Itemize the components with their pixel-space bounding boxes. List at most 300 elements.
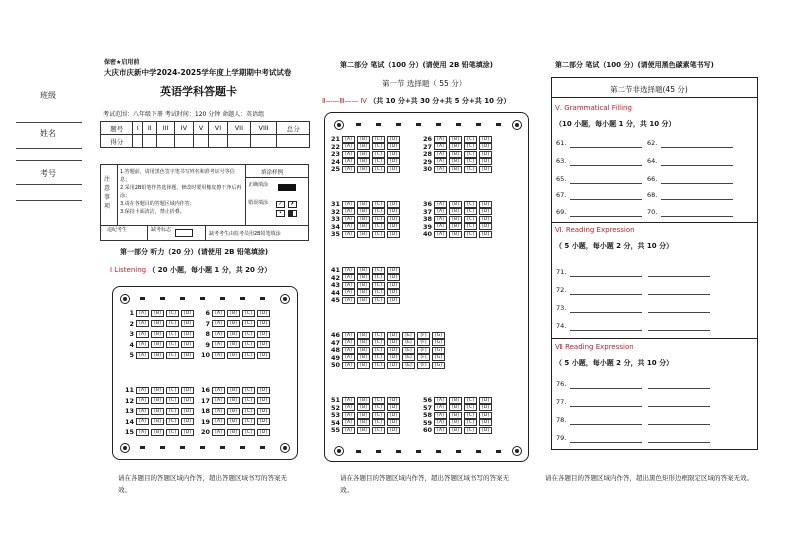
- answer-bubble[interactable]: [B]: [151, 397, 164, 404]
- answer-bubble[interactable]: [B]: [357, 404, 370, 411]
- answer-bubble[interactable]: [A]: [136, 418, 149, 425]
- answer-bubble[interactable]: [B]: [357, 143, 370, 150]
- answer-bubble[interactable]: [D]: [257, 352, 270, 359]
- answer-bubble[interactable]: [C]: [372, 412, 385, 419]
- answer-bubble[interactable]: [A]: [212, 387, 225, 394]
- answer-bubble[interactable]: [D]: [387, 136, 400, 143]
- answer-bubble[interactable]: [A]: [136, 352, 149, 359]
- answer-bubble[interactable]: [F]: [417, 354, 430, 361]
- answer-bubble[interactable]: [B]: [357, 136, 370, 143]
- score-cell[interactable]: [157, 135, 175, 148]
- answer-bubble[interactable]: [E]: [402, 339, 415, 346]
- answer-bubble[interactable]: [A]: [342, 201, 355, 208]
- answer-bubble[interactable]: [B]: [357, 289, 370, 296]
- answer-bubble[interactable]: [B]: [357, 427, 370, 434]
- answer-bubble[interactable]: [D]: [181, 429, 194, 436]
- answer-bubble[interactable]: [D]: [387, 151, 400, 158]
- answer-bubble[interactable]: [A]: [136, 429, 149, 436]
- answer-bubble[interactable]: [D]: [387, 143, 400, 150]
- answer-bubble[interactable]: [A]: [342, 166, 355, 173]
- answer-line[interactable]: [648, 312, 710, 313]
- answer-bubble[interactable]: [B]: [449, 231, 462, 238]
- answer-bubble[interactable]: [F]: [417, 332, 430, 339]
- answer-bubble[interactable]: [D]: [387, 339, 400, 346]
- answer-bubble[interactable]: [A]: [434, 397, 447, 404]
- answer-bubble[interactable]: [D]: [387, 282, 400, 289]
- answer-bubble[interactable]: [C]: [166, 320, 179, 327]
- answer-bubble[interactable]: [B]: [449, 412, 462, 419]
- answer-bubble[interactable]: [B]: [449, 216, 462, 223]
- answer-bubble[interactable]: [B]: [449, 143, 462, 150]
- answer-bubble[interactable]: [C]: [372, 397, 385, 404]
- answer-bubble[interactable]: [B]: [151, 429, 164, 436]
- answer-bubble[interactable]: [C]: [372, 419, 385, 426]
- answer-bubble[interactable]: [C]: [242, 320, 255, 327]
- answer-bubble[interactable]: [D]: [387, 297, 400, 304]
- answer-bubble[interactable]: [D]: [181, 320, 194, 327]
- answer-bubble[interactable]: [C]: [464, 223, 477, 230]
- answer-bubble[interactable]: [D]: [479, 136, 492, 143]
- answer-bubble[interactable]: [C]: [464, 419, 477, 426]
- answer-bubble[interactable]: [B]: [357, 201, 370, 208]
- answer-bubble[interactable]: [D]: [181, 408, 194, 415]
- class-field[interactable]: [16, 122, 82, 123]
- answer-bubble[interactable]: [D]: [387, 166, 400, 173]
- answer-bubble[interactable]: [C]: [372, 297, 385, 304]
- answer-bubble[interactable]: [B]: [357, 151, 370, 158]
- answer-bubble[interactable]: [B]: [227, 310, 240, 317]
- answer-bubble[interactable]: [C]: [242, 418, 255, 425]
- answer-bubble[interactable]: [C]: [372, 143, 385, 150]
- answer-bubble[interactable]: [C]: [372, 208, 385, 215]
- answer-bubble[interactable]: [C]: [166, 310, 179, 317]
- answer-bubble[interactable]: [B]: [357, 208, 370, 215]
- answer-line[interactable]: [570, 424, 642, 425]
- answer-bubble[interactable]: [C]: [372, 216, 385, 223]
- answer-bubble[interactable]: [A]: [342, 274, 355, 281]
- answer-line[interactable]: [570, 312, 642, 313]
- answer-bubble[interactable]: [B]: [357, 274, 370, 281]
- answer-bubble[interactable]: [D]: [387, 404, 400, 411]
- answer-bubble[interactable]: [E]: [402, 362, 415, 369]
- answer-bubble[interactable]: [A]: [136, 387, 149, 394]
- answer-bubble[interactable]: [C]: [372, 201, 385, 208]
- answer-bubble[interactable]: [C]: [242, 408, 255, 415]
- answer-bubble[interactable]: [C]: [372, 339, 385, 346]
- answer-bubble[interactable]: [D]: [181, 397, 194, 404]
- answer-bubble[interactable]: [A]: [342, 231, 355, 238]
- answer-bubble[interactable]: [C]: [372, 231, 385, 238]
- answer-bubble[interactable]: [C]: [464, 166, 477, 173]
- answer-bubble[interactable]: [C]: [464, 143, 477, 150]
- answer-bubble[interactable]: [D]: [257, 429, 270, 436]
- answer-bubble[interactable]: [B]: [357, 282, 370, 289]
- answer-line[interactable]: [570, 406, 642, 407]
- answer-bubble[interactable]: [D]: [387, 208, 400, 215]
- answer-bubble[interactable]: [A]: [434, 223, 447, 230]
- answer-bubble[interactable]: [C]: [166, 408, 179, 415]
- answer-line[interactable]: [661, 183, 733, 184]
- answer-bubble[interactable]: [A]: [434, 427, 447, 434]
- answer-bubble[interactable]: [C]: [372, 274, 385, 281]
- answer-bubble[interactable]: [B]: [227, 408, 240, 415]
- answer-bubble[interactable]: [B]: [357, 297, 370, 304]
- answer-bubble[interactable]: [A]: [342, 339, 355, 346]
- answer-bubble[interactable]: [B]: [449, 397, 462, 404]
- answer-bubble[interactable]: [A]: [342, 347, 355, 354]
- answer-bubble[interactable]: [D]: [387, 201, 400, 208]
- answer-bubble[interactable]: [B]: [449, 201, 462, 208]
- answer-bubble[interactable]: [A]: [342, 158, 355, 165]
- answer-bubble[interactable]: [B]: [151, 331, 164, 338]
- answer-bubble[interactable]: [A]: [342, 223, 355, 230]
- exam-number-field[interactable]: [16, 184, 82, 185]
- answer-bubble[interactable]: [D]: [387, 274, 400, 281]
- answer-bubble[interactable]: [A]: [342, 404, 355, 411]
- answer-bubble[interactable]: [B]: [151, 387, 164, 394]
- answer-bubble[interactable]: [C]: [464, 427, 477, 434]
- answer-bubble[interactable]: [D]: [387, 412, 400, 419]
- answer-bubble[interactable]: [F]: [417, 339, 430, 346]
- question-number: 56: [422, 396, 432, 404]
- answer-bubble[interactable]: [A]: [342, 354, 355, 361]
- answer-bubble[interactable]: [A]: [434, 216, 447, 223]
- answer-line[interactable]: [661, 147, 733, 148]
- answer-bubble[interactable]: [D]: [479, 397, 492, 404]
- answer-bubble[interactable]: [A]: [342, 419, 355, 426]
- answer-bubble[interactable]: [A]: [434, 166, 447, 173]
- absent-mark-box[interactable]: [175, 229, 193, 237]
- answer-bubble[interactable]: [A]: [342, 136, 355, 143]
- answer-bubble[interactable]: [B]: [227, 387, 240, 394]
- answer-bubble[interactable]: [C]: [242, 397, 255, 404]
- answer-bubble[interactable]: [B]: [227, 331, 240, 338]
- answer-bubble[interactable]: [B]: [357, 231, 370, 238]
- answer-bubble[interactable]: [D]: [479, 404, 492, 411]
- answer-bubble[interactable]: [C]: [464, 404, 477, 411]
- answer-bubble[interactable]: [A]: [212, 418, 225, 425]
- answer-bubble[interactable]: [F]: [417, 362, 430, 369]
- answer-bubble[interactable]: [G]: [432, 339, 445, 346]
- answer-bubble[interactable]: [A]: [342, 151, 355, 158]
- answer-bubble[interactable]: [F]: [417, 347, 430, 354]
- answer-bubble[interactable]: [B]: [357, 339, 370, 346]
- answer-bubble[interactable]: [A]: [342, 332, 355, 339]
- answer-bubble[interactable]: [C]: [372, 404, 385, 411]
- answer-bubble[interactable]: [B]: [151, 408, 164, 415]
- answer-bubble[interactable]: [D]: [387, 427, 400, 434]
- answer-bubble[interactable]: [A]: [434, 151, 447, 158]
- answer-bubble[interactable]: [B]: [357, 166, 370, 173]
- answer-bubble[interactable]: [C]: [166, 352, 179, 359]
- answer-line[interactable]: [570, 199, 642, 200]
- answer-line[interactable]: [648, 424, 710, 425]
- answer-bubble[interactable]: [C]: [372, 362, 385, 369]
- answer-bubble[interactable]: [C]: [242, 310, 255, 317]
- answer-bubble[interactable]: [A]: [342, 282, 355, 289]
- answer-bubble[interactable]: [C]: [372, 158, 385, 165]
- answer-bubble[interactable]: [C]: [464, 231, 477, 238]
- answer-bubble[interactable]: [B]: [449, 136, 462, 143]
- answer-bubble[interactable]: [B]: [449, 427, 462, 434]
- answer-bubble[interactable]: [D]: [181, 387, 194, 394]
- answer-bubble[interactable]: [D]: [387, 223, 400, 230]
- answer-bubble[interactable]: [A]: [342, 397, 355, 404]
- answer-bubble[interactable]: [A]: [212, 320, 225, 327]
- answer-bubble[interactable]: [A]: [342, 427, 355, 434]
- answer-bubble[interactable]: [B]: [227, 320, 240, 327]
- answer-bubble[interactable]: [B]: [227, 429, 240, 436]
- answer-bubble[interactable]: [C]: [166, 418, 179, 425]
- answer-bubble[interactable]: [D]: [181, 352, 194, 359]
- answer-bubble[interactable]: [C]: [372, 151, 385, 158]
- answer-bubble[interactable]: [B]: [449, 404, 462, 411]
- answer-bubble[interactable]: [D]: [387, 332, 400, 339]
- answer-bubble[interactable]: [C]: [242, 387, 255, 394]
- answer-bubble[interactable]: [B]: [151, 352, 164, 359]
- answer-line[interactable]: [648, 442, 710, 443]
- answer-line[interactable]: [570, 165, 642, 166]
- answer-bubble[interactable]: [B]: [357, 267, 370, 274]
- answer-bubble[interactable]: [B]: [449, 158, 462, 165]
- answer-bubble[interactable]: [A]: [136, 331, 149, 338]
- question-number: 20: [200, 428, 210, 436]
- answer-line[interactable]: [648, 294, 710, 295]
- answer-bubble[interactable]: [A]: [434, 208, 447, 215]
- answer-bubble[interactable]: [C]: [464, 136, 477, 143]
- answer-bubble[interactable]: [E]: [402, 354, 415, 361]
- answer-bubble[interactable]: [A]: [212, 429, 225, 436]
- answer-bubble[interactable]: [B]: [151, 310, 164, 317]
- answer-bubble[interactable]: [B]: [357, 362, 370, 369]
- answer-bubble[interactable]: [A]: [136, 397, 149, 404]
- answer-bubble[interactable]: [A]: [434, 158, 447, 165]
- answer-bubble[interactable]: [C]: [372, 267, 385, 274]
- answer-bubble[interactable]: [A]: [212, 331, 225, 338]
- answer-bubble[interactable]: [B]: [227, 341, 240, 348]
- answer-bubble[interactable]: [B]: [227, 397, 240, 404]
- answer-bubble[interactable]: [B]: [151, 418, 164, 425]
- answer-bubble[interactable]: [A]: [342, 208, 355, 215]
- answer-bubble[interactable]: [C]: [464, 412, 477, 419]
- answer-bubble[interactable]: [C]: [372, 332, 385, 339]
- answer-bubble[interactable]: [A]: [136, 310, 149, 317]
- score-cell[interactable]: [208, 135, 227, 148]
- answer-bubble[interactable]: [D]: [387, 347, 400, 354]
- answer-bubble[interactable]: [C]: [166, 387, 179, 394]
- answer-bubble[interactable]: [D]: [479, 158, 492, 165]
- answer-bubble[interactable]: [D]: [479, 223, 492, 230]
- answer-bubble[interactable]: [B]: [449, 223, 462, 230]
- score-cell[interactable]: [193, 135, 208, 148]
- answer-bubble[interactable]: [C]: [242, 331, 255, 338]
- answer-bubble[interactable]: [A]: [342, 412, 355, 419]
- answer-line[interactable]: [661, 199, 733, 200]
- answer-bubble[interactable]: [D]: [181, 418, 194, 425]
- answer-bubble[interactable]: [C]: [166, 341, 179, 348]
- answer-bubble[interactable]: [D]: [257, 387, 270, 394]
- answer-bubble[interactable]: [D]: [387, 354, 400, 361]
- answer-bubble[interactable]: [B]: [449, 166, 462, 173]
- score-cell[interactable]: [174, 135, 193, 148]
- answer-bubble[interactable]: [C]: [464, 216, 477, 223]
- answer-line[interactable]: [570, 276, 642, 277]
- answer-bubble[interactable]: [A]: [434, 404, 447, 411]
- answer-bubble[interactable]: [B]: [449, 208, 462, 215]
- answer-bubble[interactable]: [D]: [387, 267, 400, 274]
- answer-bubble[interactable]: [D]: [257, 341, 270, 348]
- answer-bubble[interactable]: [D]: [387, 419, 400, 426]
- answer-bubble[interactable]: [D]: [181, 331, 194, 338]
- score-cell[interactable]: [133, 135, 143, 148]
- answer-bubble[interactable]: [B]: [449, 419, 462, 426]
- answer-bubble[interactable]: [D]: [257, 397, 270, 404]
- answer-line[interactable]: [661, 165, 733, 166]
- answer-bubble[interactable]: [A]: [342, 297, 355, 304]
- answer-bubble[interactable]: [D]: [479, 419, 492, 426]
- answer-bubble[interactable]: [D]: [479, 231, 492, 238]
- answer-bubble[interactable]: [D]: [387, 231, 400, 238]
- answer-bubble[interactable]: [A]: [212, 310, 225, 317]
- answer-bubble[interactable]: [A]: [434, 419, 447, 426]
- answer-bubble[interactable]: [B]: [357, 354, 370, 361]
- answer-bubble[interactable]: [A]: [212, 397, 225, 404]
- answer-line[interactable]: [648, 406, 710, 407]
- answer-bubble[interactable]: [D]: [181, 310, 194, 317]
- exam-number-field-2[interactable]: [16, 200, 82, 201]
- answer-bubble[interactable]: [A]: [342, 216, 355, 223]
- answer-line[interactable]: [570, 294, 642, 295]
- correct-fill-sample: [278, 184, 296, 191]
- answer-bubble[interactable]: [D]: [257, 310, 270, 317]
- answer-bubble[interactable]: [C]: [464, 208, 477, 215]
- answer-bubble[interactable]: [C]: [166, 429, 179, 436]
- answer-bubble[interactable]: [B]: [357, 347, 370, 354]
- answer-bubble[interactable]: [B]: [151, 341, 164, 348]
- score-cell[interactable]: [277, 135, 310, 148]
- answer-bubble[interactable]: [C]: [166, 397, 179, 404]
- answer-bubble[interactable]: [G]: [432, 362, 445, 369]
- answer-bubble[interactable]: [D]: [387, 362, 400, 369]
- answer-bubble[interactable]: [A]: [342, 267, 355, 274]
- answer-bubble[interactable]: [D]: [479, 151, 492, 158]
- answer-bubble[interactable]: [D]: [479, 208, 492, 215]
- answer-bubble[interactable]: [C]: [372, 166, 385, 173]
- name-field[interactable]: [16, 160, 82, 161]
- answer-bubble[interactable]: [A]: [136, 341, 149, 348]
- answer-bubble[interactable]: [A]: [136, 320, 149, 327]
- score-cell[interactable]: [250, 135, 277, 148]
- answer-bubble[interactable]: [A]: [212, 352, 225, 359]
- answer-bubble[interactable]: [D]: [257, 408, 270, 415]
- answer-bubble[interactable]: [B]: [357, 223, 370, 230]
- answer-bubble[interactable]: [C]: [242, 352, 255, 359]
- answer-bubble[interactable]: [B]: [449, 151, 462, 158]
- answer-bubble[interactable]: [B]: [357, 397, 370, 404]
- answer-bubble[interactable]: [A]: [434, 412, 447, 419]
- answer-line[interactable]: [648, 276, 710, 277]
- answer-bubble[interactable]: [C]: [166, 331, 179, 338]
- answer-bubble[interactable]: [B]: [357, 332, 370, 339]
- answer-bubble[interactable]: [C]: [464, 397, 477, 404]
- answer-bubble[interactable]: [B]: [357, 419, 370, 426]
- answer-bubble[interactable]: [C]: [372, 347, 385, 354]
- name-field-2[interactable]: [16, 148, 82, 149]
- answer-bubble[interactable]: [D]: [479, 143, 492, 150]
- answer-bubble[interactable]: [A]: [434, 143, 447, 150]
- answer-bubble[interactable]: [E]: [402, 347, 415, 354]
- score-cell[interactable]: [227, 135, 250, 148]
- answer-bubble[interactable]: [G]: [432, 332, 445, 339]
- answer-line[interactable]: [570, 183, 642, 184]
- answer-bubble[interactable]: [D]: [387, 158, 400, 165]
- answer-bubble[interactable]: [A]: [212, 341, 225, 348]
- answer-bubble[interactable]: [D]: [387, 289, 400, 296]
- answer-bubble[interactable]: [D]: [181, 341, 194, 348]
- answer-bubble[interactable]: [B]: [227, 352, 240, 359]
- answer-bubble[interactable]: [E]: [402, 332, 415, 339]
- answer-bubble[interactable]: [C]: [372, 282, 385, 289]
- answer-bubble[interactable]: [C]: [372, 354, 385, 361]
- answer-bubble[interactable]: [A]: [136, 408, 149, 415]
- answer-bubble[interactable]: [A]: [342, 362, 355, 369]
- answer-line[interactable]: [661, 216, 733, 217]
- answer-bubble[interactable]: [G]: [432, 347, 445, 354]
- answer-bubble[interactable]: [D]: [387, 216, 400, 223]
- answer-bubble[interactable]: [B]: [357, 158, 370, 165]
- answer-bubble[interactable]: [G]: [432, 354, 445, 361]
- answer-bubble[interactable]: [D]: [257, 418, 270, 425]
- answer-bubble[interactable]: [C]: [242, 341, 255, 348]
- answer-bubble[interactable]: [B]: [357, 412, 370, 419]
- answer-line[interactable]: [648, 330, 710, 331]
- answer-line[interactable]: [570, 330, 642, 331]
- answer-bubble[interactable]: [A]: [342, 143, 355, 150]
- answer-bubble[interactable]: [D]: [387, 397, 400, 404]
- answer-bubble[interactable]: [A]: [434, 231, 447, 238]
- answer-bubble[interactable]: [D]: [479, 166, 492, 173]
- answer-bubble[interactable]: [C]: [372, 223, 385, 230]
- answer-bubble[interactable]: [C]: [242, 429, 255, 436]
- answer-bubble[interactable]: [C]: [464, 158, 477, 165]
- exam-number-label: 考号: [40, 169, 56, 178]
- answer-bubble[interactable]: [D]: [257, 320, 270, 327]
- answer-bubble[interactable]: [C]: [464, 151, 477, 158]
- answer-bubble[interactable]: [C]: [372, 427, 385, 434]
- answer-line[interactable]: [570, 388, 642, 389]
- answer-line[interactable]: [648, 388, 710, 389]
- answer-bubble[interactable]: [D]: [479, 412, 492, 419]
- answer-bubble[interactable]: [B]: [151, 320, 164, 327]
- answer-bubble[interactable]: [D]: [479, 216, 492, 223]
- answer-bubble[interactable]: [C]: [464, 201, 477, 208]
- answer-line[interactable]: [570, 147, 642, 148]
- answer-bubble[interactable]: [C]: [372, 289, 385, 296]
- answer-bubble[interactable]: [D]: [479, 201, 492, 208]
- answer-bubble[interactable]: [B]: [357, 216, 370, 223]
- answer-bubble[interactable]: [A]: [434, 136, 447, 143]
- answer-line[interactable]: [570, 216, 642, 217]
- answer-line[interactable]: [570, 442, 642, 443]
- answer-bubble[interactable]: [A]: [212, 408, 225, 415]
- answer-bubble[interactable]: [C]: [372, 136, 385, 143]
- answer-bubble[interactable]: [A]: [434, 201, 447, 208]
- answer-bubble[interactable]: [D]: [257, 331, 270, 338]
- answer-bubble[interactable]: [A]: [342, 289, 355, 296]
- answer-bubble[interactable]: [B]: [227, 418, 240, 425]
- score-cell[interactable]: [143, 135, 157, 148]
- answer-bubble[interactable]: [D]: [479, 427, 492, 434]
